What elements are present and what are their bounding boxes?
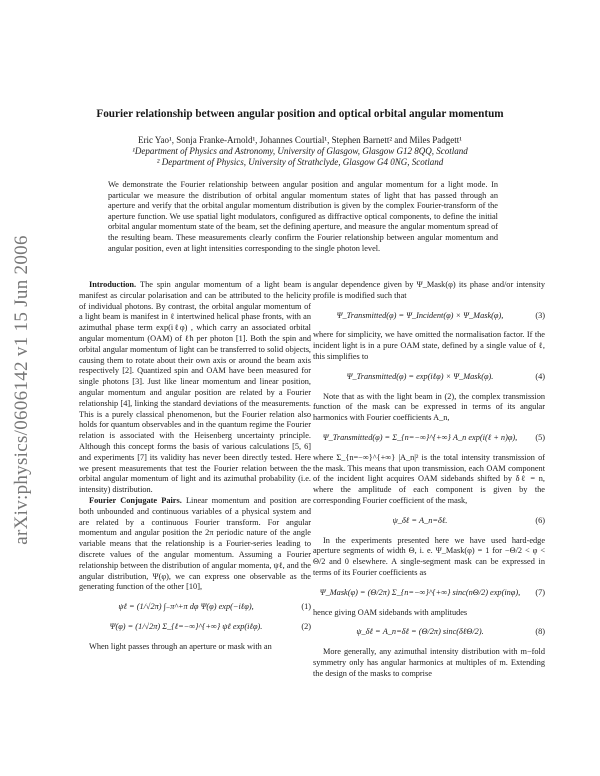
arxiv-identifier bbox=[2, 170, 42, 610]
equation-4-body: Ψ_Transmitted(φ) = exp(iℓφ) × Ψ_Mask(φ). bbox=[346, 371, 494, 381]
equation-7-number: (7) bbox=[535, 587, 545, 597]
paragraph-2: where for simplicity, we have omitted the normalisation factor. If the incident light is in a pure OAM state, defined by a single value of ℓ, this simplifies to bbox=[313, 330, 545, 361]
paper-title: Fourier relationship between angular position and optical orbital angular momentum bbox=[96, 108, 504, 120]
equation-5-body: Ψ_Transmitted(φ) = Σ_{n=−∞}^{+∞} A_n exp(i(ℓ + n)φ), bbox=[322, 432, 518, 442]
arxiv-id-text: arXiv:physics/0606142 v1 15 Jun 2006 bbox=[11, 235, 32, 545]
affiliation-2: ² Department of Physics, University of Strathclyde, Glasgow G4 0NG, Scotland bbox=[156, 157, 444, 167]
equation-8 bbox=[313, 627, 545, 638]
intro-text: The spin angular momentum of a light beam is manifest as circular polarisation and can be attributed to the helicity of individual photons. By contrast, the orbital angular momentum of a light beam is manifest in ℓ intertwined helical phase fronts, with an azimuthal phase term exp(iℓφ) , which carry an associated orbital angular momentum (OAM) of ℓħ per photon [1]. Both the spin and orbital angular momentum of light can be transferred to solid objects, causing them to rotate about their own axis or around the beam axis respectively [2]. Quantized spin and OAM have been measured for single photons [3]. Just like linear momentum and linear position, angular momentum and angular position are related by a Fourier relationship [4], linking the standard deviations of the measurements. This is a purely classical phenomenon, but the Fourier relation also holds for quantum observables and in the quantum regime the Fourier relation is associated with the Heisenberg uncertainty principle. Although this concept forms the basis of various calculations [5, 6] and experiments [7] its validity has never been directly tested. Here we present measurements that test the Fourier relation between the orbital angular momentum of light and its azimuthal probability (i.e. intensity) distribution. bbox=[79, 280, 311, 495]
equation-3-number: (3) bbox=[535, 310, 545, 320]
affiliation-1: ¹Department of Physics and Astronomy, University of Glasgow, Glasgow G12 8QQ, Scotland bbox=[132, 146, 468, 156]
author-block bbox=[0, 135, 600, 168]
equation-3-body: Ψ_Transmitted(φ) = Ψ_Incident(φ) × Ψ_Mask(φ), bbox=[336, 310, 504, 320]
equation-2-number: (2) bbox=[301, 621, 311, 631]
equation-6-number: (6) bbox=[535, 515, 545, 525]
intro-paragraph bbox=[79, 280, 311, 496]
paragraph-5: In the experiments presented here we have used hard-edge aperture segments of width Θ, i. e. Ψ_Mask(φ) = 1 for −Θ/2 < φ < Θ/2 and 0 elsewhere. A single-segment mask can be expressed in terms of its Fourier coefficients as bbox=[313, 535, 545, 577]
equation-4 bbox=[313, 372, 545, 383]
paragraph-4: where Σ_{n=−∞}^{+∞} |A_n|² is the total intensity transmission of the mask. This means that upon transmission, each OAM component of the incident light acquires OAM sidebands shifted by δℓ = n, where the amplitude of each component is given by the corresponding Fourier coefficient of the mask, bbox=[313, 452, 545, 505]
equation-7 bbox=[313, 588, 545, 599]
equation-1-number: (1) bbox=[301, 602, 311, 612]
equation-5 bbox=[313, 433, 545, 444]
equation-2-body: Ψ(φ) = (1/√2π) Σ_{ℓ=−∞}^{+∞} ψℓ exp(iℓφ). bbox=[109, 621, 263, 631]
equation-1 bbox=[79, 602, 311, 613]
equation-2 bbox=[79, 622, 311, 633]
equation-4-number: (4) bbox=[535, 371, 545, 381]
equation-7-body: Ψ_Mask(φ) = (Θ/2π) Σ_{n=−∞}^{+∞} sinc(nΘ/2) exp(inφ), bbox=[319, 587, 521, 597]
author-list: Eric Yao¹, Sonja Franke-Arnold¹, Johannes Courtial¹, Stephen Barnett² and Miles Padgett¹ bbox=[138, 135, 462, 145]
equation-8-body: ψ_δℓ = A_n=δℓ = (Θ/2π) sinc(δℓΘ/2). bbox=[356, 627, 484, 637]
after-equation-text: When light passes through an aperture or mask with an bbox=[89, 641, 272, 651]
equation-3 bbox=[313, 311, 545, 322]
equation-8-number: (8) bbox=[535, 627, 545, 637]
paragraph-6: hence giving OAM sidebands with amplitudes bbox=[313, 607, 468, 617]
paragraph-3: Note that as with the light beam in (2), the complex transmission function of the mask can be expressed in terms of its angular harmonics with Fourier coefficients A_n, bbox=[313, 391, 545, 423]
paragraph-7: More generally, any azimuthal intensity distribution with m−fold symmetry only has angular harmonics at multiples of m. Extending the design of the masks to comprise bbox=[313, 647, 545, 678]
equation-5-number: (5) bbox=[535, 432, 545, 442]
equation-6-body: ψ_δℓ = A_n=δℓ. bbox=[392, 515, 448, 525]
fourier-heading: Fourier Conjugate Pairs. bbox=[89, 495, 182, 505]
fourier-paragraph bbox=[79, 496, 311, 593]
intro-heading: Introduction. bbox=[89, 280, 137, 289]
left-column bbox=[79, 280, 311, 653]
equation-6 bbox=[313, 516, 545, 527]
fourier-text: Linear momentum and position are both unbounded and continuous variables of a physical system and are related by a continuous Fourier transform. For angular momentum and angular position the 2π periodic nature of the angle variable means that the relationship is a Fourier-series leading to discrete values of the angular momentum. Assuming a Fourier relationship between the distribution of angular momenta, ψℓ, and the angular distribution, Ψ(φ), we can express one observable as the generating function of the other [10], bbox=[79, 495, 311, 592]
paragraph-1: angular dependence given by Ψ_Mask(φ) its phase and/or intensity profile is modified such that bbox=[313, 280, 545, 300]
right-column bbox=[313, 280, 545, 680]
abstract: We demonstrate the Fourier relationship between angular position and angular momentum for a light mode. In particular we measure the distribution of orbital angular momentum states of light that has passed through an aperture and verify that the orbital angular momentum distribution is given by the complex Fourier-transform of the aperture function. We use spatial light modulators, configured as diffractive optical components, to define the initial orbital angular momentum state of the beam, set the defining aperture, and measure the angular momentum spread of the resulting beam. These measurements clearly confirm the Fourier relationship between angular momentum and angular position, even at light intensities corresponding to the single photon level. bbox=[108, 180, 498, 253]
equation-1-body: ψℓ = (1/√2π) ∫₋π^+π dφ Ψ(φ) exp(−iℓφ), bbox=[118, 602, 254, 612]
